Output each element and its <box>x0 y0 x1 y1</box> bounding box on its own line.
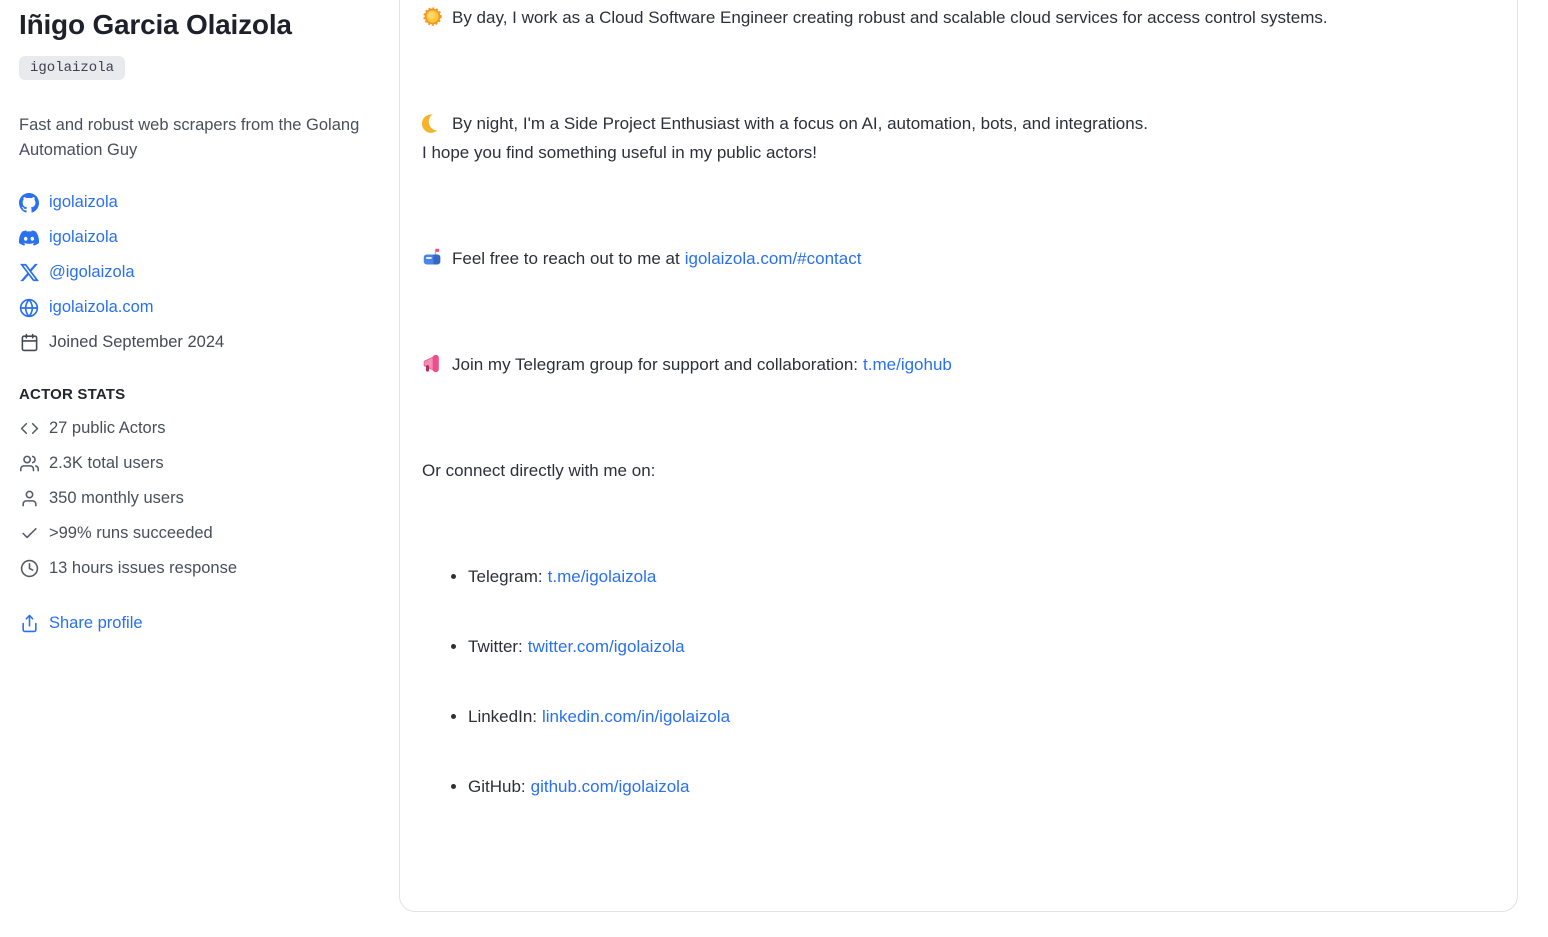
list-item-github <box>468 772 1487 801</box>
stat-label: 350 monthly users <box>49 489 184 507</box>
profile-links <box>19 185 371 360</box>
readme-paragraph-day <box>422 3 1487 32</box>
github-profile-link[interactable]: github.com/igolaizola <box>530 777 690 796</box>
contact-link[interactable]: igolaizola.com/#contact <box>684 249 862 268</box>
profile-name: Iñigo Garcia Olaizola <box>19 9 292 40</box>
profile-link-discord[interactable] <box>19 220 371 255</box>
actor-stats-heading: ACTOR STATS <box>19 386 126 403</box>
crescent-moon-emoji <box>422 112 443 133</box>
share-profile-button[interactable] <box>19 606 371 641</box>
calendar-icon <box>19 333 39 353</box>
mailbox-emoji <box>422 247 443 268</box>
stat-public-actors <box>19 411 371 446</box>
list-item-telegram <box>468 562 1487 591</box>
telegram-group-link[interactable]: t.me/igohub <box>863 355 952 374</box>
stat-issues-response <box>19 551 371 586</box>
stat-label: >99% runs succeeded <box>49 524 213 542</box>
discord-link[interactable]: igolaizola <box>49 228 118 246</box>
users-icon <box>19 454 39 474</box>
list-label: Twitter: <box>468 637 523 656</box>
x-link[interactable]: @igolaizola <box>49 263 135 281</box>
check-icon <box>19 524 39 544</box>
github-link[interactable]: igolaizola <box>49 193 118 211</box>
readme-text: By night, I'm a Side Project Enthusiast with a focus on AI, automation, bots, and integrations. <box>452 114 1148 133</box>
discord-icon <box>19 228 39 248</box>
readme-paragraph-night <box>422 109 1487 167</box>
profile-link-github[interactable] <box>19 185 371 220</box>
sun-emoji <box>422 6 443 27</box>
list-item-linkedin <box>468 702 1487 731</box>
profile-link-website[interactable] <box>19 290 371 325</box>
clock-icon <box>19 559 39 579</box>
stat-total-users <box>19 446 371 481</box>
readme-card <box>399 0 1518 912</box>
twitter-link[interactable]: twitter.com/igolaizola <box>527 637 685 656</box>
readme-paragraph-connect <box>422 456 1487 485</box>
connect-list <box>422 562 1487 801</box>
github-icon <box>19 193 39 213</box>
telegram-link[interactable]: t.me/igolaizola <box>547 567 657 586</box>
website-link[interactable]: igolaizola.com <box>49 298 154 316</box>
username-badge: igolaizola <box>19 56 125 80</box>
profile-tagline: Fast and robust web scrapers from the Golang Automation Guy <box>19 116 360 159</box>
x-icon <box>19 263 39 283</box>
readme-text: Join my Telegram group for support and collaboration: <box>452 355 859 374</box>
globe-icon <box>19 298 39 318</box>
readme-text: I hope you find something useful in my public actors! <box>422 143 817 162</box>
list-label: LinkedIn: <box>468 707 537 726</box>
profile-link-x[interactable] <box>19 255 371 290</box>
stat-monthly-users <box>19 481 371 516</box>
readme-text: Feel free to reach out to me at <box>452 249 680 268</box>
code-icon <box>19 419 39 439</box>
readme-text: By day, I work as a Cloud Software Engineer creating robust and scalable cloud services for access control systems. <box>452 8 1328 27</box>
list-label: GitHub: <box>468 777 526 796</box>
profile-sidebar <box>0 0 399 912</box>
stat-label: 27 public Actors <box>49 419 166 437</box>
joined-date: Joined September 2024 <box>49 333 225 351</box>
share-icon <box>19 614 39 634</box>
stat-runs-succeeded <box>19 516 371 551</box>
user-icon <box>19 489 39 509</box>
share-profile-link[interactable]: Share profile <box>49 614 143 632</box>
list-label: Telegram: <box>468 567 543 586</box>
stat-label: 2.3K total users <box>49 454 164 472</box>
readme-paragraph-contact <box>422 244 1487 273</box>
list-item-twitter <box>468 632 1487 661</box>
stat-label: 13 hours issues response <box>49 559 238 577</box>
joined-row <box>19 325 371 360</box>
readme-text: Or connect directly with me on: <box>422 461 656 480</box>
actor-stats <box>19 411 371 586</box>
readme-paragraph-telegram-group <box>422 350 1487 379</box>
megaphone-emoji <box>422 353 443 374</box>
linkedin-link[interactable]: linkedin.com/in/igolaizola <box>542 707 731 726</box>
